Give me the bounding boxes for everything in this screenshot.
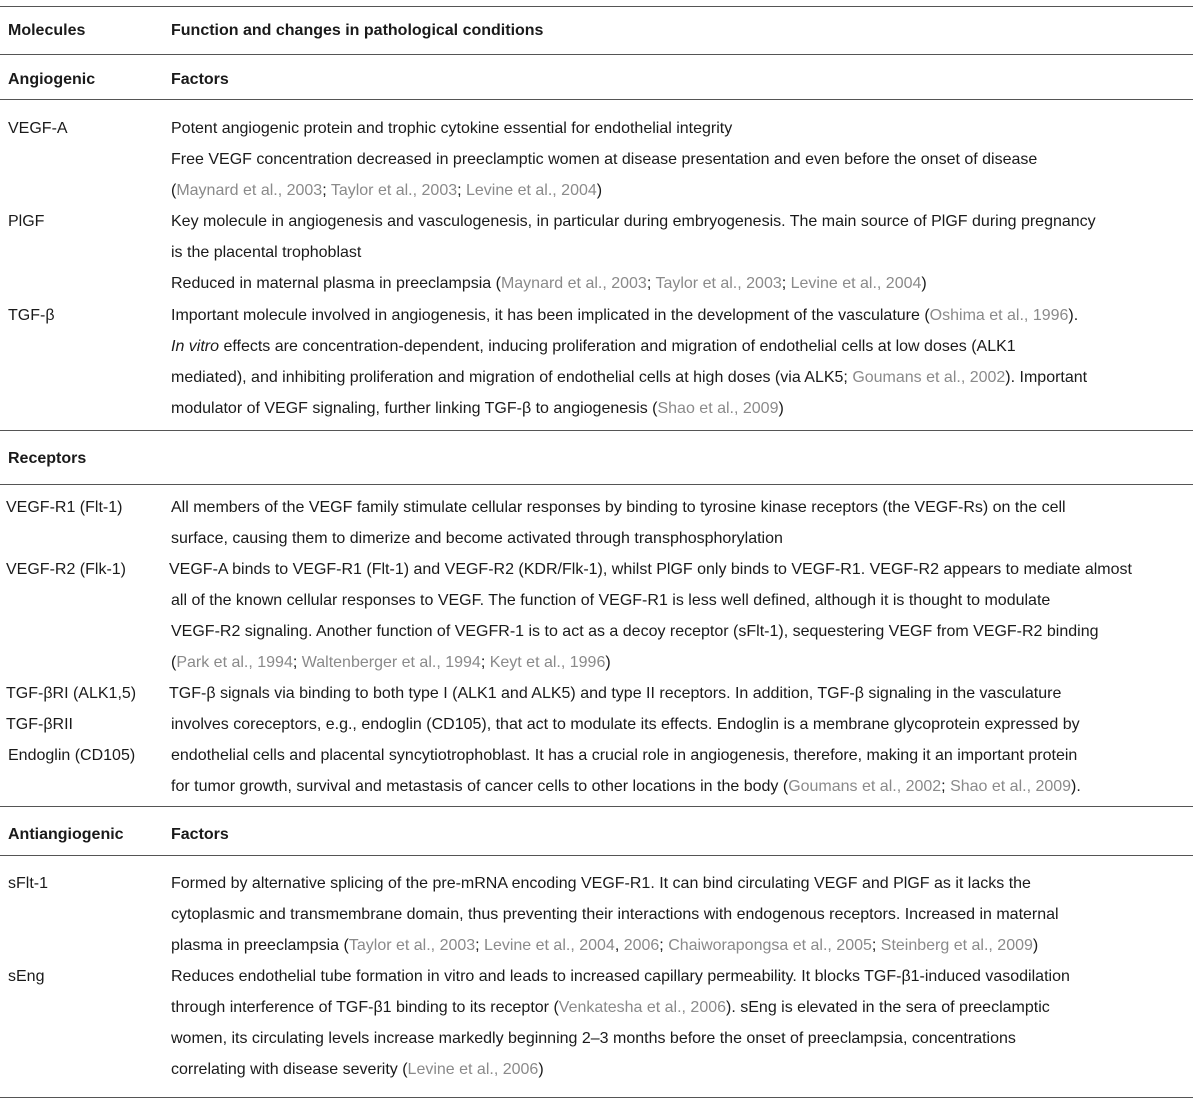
tgfb-line-4: modulator of VEGF signaling, further linking TGF-β to angiogenesis (Shao et al., 2009) [171, 400, 784, 417]
molecule-tgfb: TGF-β [8, 307, 55, 324]
plgf-line-3: Reduced in maternal plasma in preeclampsia (Maynard et al., 2003; Taylor et al., 2003; Levine et al., 2004) [171, 275, 927, 292]
sflt-line-1: Formed by alternative splicing of the pre-mRNA encoding VEGF-R1. It can bind circulating VEGF and PlGF as it lacks the [171, 875, 1031, 892]
citation[interactable]: Keyt et al., 1996 [489, 654, 606, 671]
tgfb-text: modulator of VEGF signaling, further linking TGF-β to angiogenesis [171, 400, 648, 417]
citation[interactable]: Steinberg et al., 2009 [880, 937, 1033, 954]
seng-line-1: Reduces endothelial tube formation in vitro and leads to increased capillary permeability. It blocks TGF-β1-induced vasodilation [171, 968, 1070, 985]
vegfr1-line-2: surface, causing them to dimerize and become activated through transphosphorylation [171, 530, 783, 547]
section-antiangiogenic: Antiangiogenic [8, 826, 124, 843]
citation[interactable]: Levine et al., 2006 [407, 1061, 539, 1078]
rule-angiogenic [0, 99, 1193, 100]
citation[interactable]: Taylor et al., 2003 [348, 937, 476, 954]
plgf-text: Reduced in maternal plasma in preeclampsia [171, 275, 492, 292]
rule-antiangiogenic [0, 855, 1193, 856]
citation[interactable]: Goumans et al., 2002 [852, 369, 1006, 386]
sflt-line-2: cytoplasmic and transmembrane domain, thus preventing their interactions with endogenous receptors. Increased in maternal [171, 906, 1059, 923]
tgfb-text: ). Important [1005, 369, 1088, 386]
molecule-tgfbr1: TGF-βRI (ALK1,5) [6, 685, 137, 702]
citation[interactable]: Shao et al., 2009 [657, 400, 779, 417]
rule-receptors [0, 484, 1193, 485]
rule-top [0, 6, 1193, 7]
tgfbr-line-2: involves coreceptors, e.g., endoglin (CD105), that act to modulate its effects. Endoglin is a membrane glycoprotein expressed by [171, 716, 1080, 733]
molecule-sflt1: sFlt-1 [8, 875, 48, 892]
section-angiogenic: Angiogenic [8, 71, 96, 88]
tgfb-text: effects are concentration-dependent, inducing proliferation and migration of endothelial cells at low doses (ALK1 [219, 338, 1016, 355]
citation[interactable]: 2006 [623, 937, 660, 954]
rule-receptors-top [0, 430, 1193, 431]
tgfbr-text: for tumor growth, survival and metastasis of cancer cells to other locations in the body [171, 778, 779, 795]
seng-text: ). sEng is elevated in the sera of preeclamptic [726, 999, 1050, 1016]
rule-bottom [0, 1097, 1193, 1098]
citation[interactable]: Maynard et al., 2003 [176, 182, 323, 199]
rule-header [0, 54, 1193, 55]
section-angiogenic-factors: Factors [171, 71, 229, 88]
tgfb-text: Important molecule involved in angiogenesis, it has been implicated in the development of the vasculature [171, 307, 920, 324]
header-molecules: Molecules [8, 22, 86, 39]
vegfr2-line-4: (Park et al., 1994; Waltenberger et al., 1994; Keyt et al., 1996) [171, 654, 611, 671]
citation[interactable]: Chaiworapongsa et al., 2005 [668, 937, 872, 954]
seng-line-4: correlating with disease severity (Levine et al., 2006) [171, 1061, 544, 1078]
section-antiangiogenic-factors: Factors [171, 826, 229, 843]
tgfbr-line-3: endothelial cells and placental syncytiotrophoblast. It has a crucial role in angiogenesis, therefore, making it an important protein [171, 747, 1078, 764]
molecule-plgf: PlGF [8, 213, 45, 230]
molecule-vegfa: VEGF-A [8, 120, 68, 137]
citation[interactable]: Taylor et al., 2003 [330, 182, 458, 199]
molecule-tgfbr2: TGF-βRII [6, 716, 73, 733]
molecule-vegfr2: VEGF-R2 (Flk-1) [6, 561, 126, 578]
citation[interactable]: Park et al., 1994 [176, 654, 293, 671]
vegfr2-line-3: VEGF-R2 signaling. Another function of VEGFR-1 is to act as a decoy receptor (sFlt-1), sequestering VEGF from VEGF-R2 binding [171, 623, 1099, 640]
plgf-line-2: is the placental trophoblast [171, 244, 362, 261]
citation[interactable]: Levine et al., 2004 [790, 275, 922, 292]
vegfr1-line-1: All members of the VEGF family stimulate cellular responses by binding to tyrosine kinase receptors (the VEGF-Rs) on the cell [171, 499, 1066, 516]
seng-text: correlating with disease severity [171, 1061, 398, 1078]
seng-line-3: women, its circulating levels increase markedly beginning 2–3 months before the onset of preeclampsia, concentrations [171, 1030, 1016, 1047]
citation[interactable]: Maynard et al., 2003 [500, 275, 647, 292]
tgfb-line-1: Important molecule involved in angiogenesis, it has been implicated in the development of the vasculature (Oshima et al., 1996). [171, 307, 1079, 324]
vegfa-line-1: Potent angiogenic protein and trophic cytokine essential for endothelial integrity [171, 120, 733, 137]
in-vitro-italic: In vitro [171, 338, 220, 355]
seng-line-2: through interference of TGF-β1 binding to its receptor (Venkatesha et al., 2006). sEng is elevated in the sera of preeclamptic [171, 999, 1050, 1016]
tgfbr-line-1: TGF-β signals via binding to both type I (ALK1 and ALK5) and type II receptors. In addition, TGF-β signaling in the vasculature [169, 685, 1062, 702]
citation[interactable]: Levine et al., 2004 [484, 937, 615, 954]
tgfb-line-3 [171, 362, 1087, 393]
sflt-text: plasma in preeclampsia [171, 937, 340, 954]
tgfbr-line-4: for tumor growth, survival and metastasis of cancer cells to other locations in the body (Goumans et al., 2002; Shao et al., 2009). [171, 778, 1081, 795]
citation[interactable]: Goumans et al., 2002 [788, 778, 942, 795]
citation[interactable]: Oshima et al., 1996 [929, 307, 1069, 324]
rule-antiangiogenic-top [0, 806, 1193, 807]
plgf-line-1: Key molecule in angiogenesis and vasculogenesis, in particular during embryogenesis. The main source of PlGF during pregnancy [171, 213, 1096, 230]
tgfb-text: mediated), and inhibiting proliferation and migration of endothelial cells at high doses (via ALK5; [171, 369, 848, 386]
citation[interactable]: Venkatesha et al., 2006 [558, 999, 727, 1016]
seng-text: through interference of TGF-β1 binding to its receptor [171, 999, 549, 1016]
citation[interactable]: Waltenberger et al., 1994 [301, 654, 481, 671]
header-function: Function and changes in pathological conditions [171, 22, 544, 39]
tgfb-line-2 [171, 331, 1016, 362]
section-receptors: Receptors [8, 450, 87, 467]
molecule-endoglin: Endoglin (CD105) [8, 747, 136, 764]
molecule-seng: sEng [8, 968, 45, 985]
citation[interactable]: Levine et al., 2004 [466, 182, 597, 199]
vegfa-line-3: (Maynard et al., 2003; Taylor et al., 2003; Levine et al., 2004) [171, 182, 603, 199]
molecule-vegfr1: VEGF-R1 (Flt-1) [6, 499, 123, 516]
vegfr2-line-1: VEGF-A binds to VEGF-R1 (Flt-1) and VEGF-R2 (KDR/Flk-1), whilst PlGF only binds to VEGF-R1. VEGF-R2 appears to mediate almost [169, 561, 1132, 578]
sflt-line-3: plasma in preeclampsia (Taylor et al., 2003; Levine et al., 2004, 2006; Chaiworapongsa et al., 2005; Steinberg et al., 2009) [171, 937, 1039, 954]
citation[interactable]: Taylor et al., 2003 [655, 275, 782, 292]
vegfr2-line-2: all of the known cellular responses to VEGF. The function of VEGF-R1 is less well defined, although it is thought to modulate [171, 592, 1051, 609]
citation[interactable]: Shao et al., 2009 [950, 778, 1072, 795]
vegfa-line-2: Free VEGF concentration decreased in preeclamptic women at disease presentation and even before the onset of disease [171, 151, 1038, 168]
